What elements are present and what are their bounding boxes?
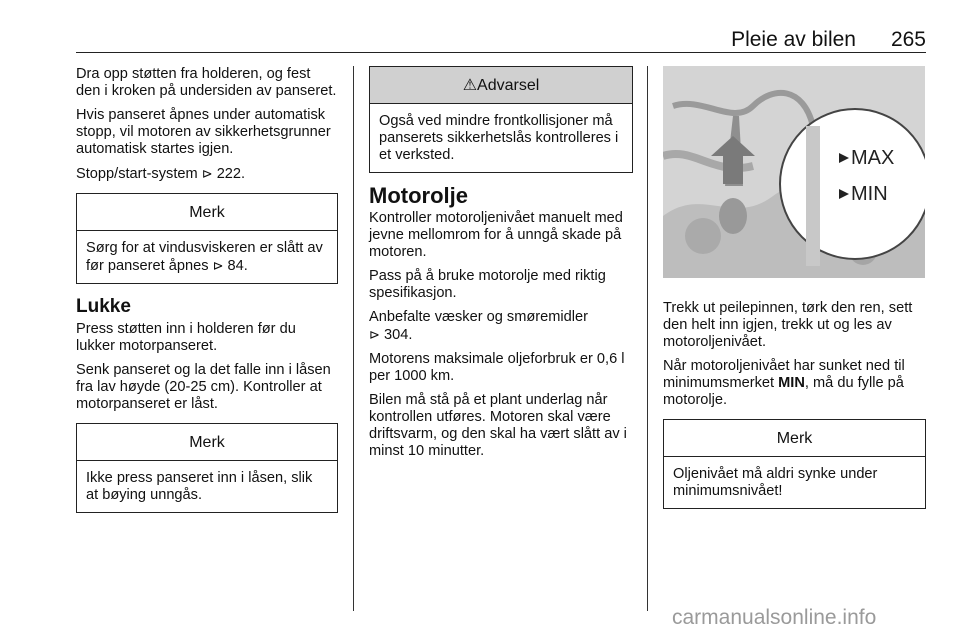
note-title: Merk bbox=[77, 194, 337, 231]
paragraph: Trekk ut peilepinnen, tørk den ren, sett den helt inn igjen, trekk ut og les av motoroljenivået. bbox=[663, 300, 913, 350]
dipstick-illustration bbox=[663, 66, 925, 278]
paragraph: Stopp/start-system ⊳ 222. bbox=[76, 166, 246, 182]
header-rule bbox=[76, 52, 926, 53]
page-ref-icon: ⊳ bbox=[201, 166, 213, 181]
min-mark-text: MIN bbox=[778, 375, 805, 391]
paragraph: Motorens maksimale oljeforbruk er 0,6 l per 1000 km. bbox=[369, 351, 625, 384]
paragraph: Når motoroljenivået har sunket ned til minimumsmerket MIN, må du fylle på motorolje. bbox=[663, 358, 905, 408]
paragraph: Senk panseret og la det falle inn i låsen fra lav høyde (20-25 cm). Kontroller at motorpanseret er låst. bbox=[76, 362, 331, 412]
dipstick-illustration-svg bbox=[663, 66, 925, 278]
section-heading: Lukke bbox=[76, 296, 131, 317]
column-divider bbox=[353, 66, 354, 611]
warning-icon: ⚠ bbox=[462, 77, 478, 94]
paragraph: Dra opp støtten fra holderen, og fest den i kroken på undersiden av panseret. bbox=[76, 66, 337, 99]
warning-box bbox=[369, 66, 633, 173]
paragraph: Press støtten inn i holderen før du lukker motorpanseret. bbox=[76, 321, 296, 354]
page-reference: 84. bbox=[227, 258, 248, 274]
max-label: MAX bbox=[851, 147, 895, 169]
note-text: Ikke press panseret inn i låsen, slik at bøying unngås. bbox=[86, 470, 313, 503]
paragraph: Bilen må stå på et plant underlag når kontrollen utføres. Motoren skal være driftsvarm, og den skal ha vært slått av i minst 10 minutter. bbox=[369, 392, 627, 459]
note-title: Merk bbox=[664, 420, 925, 457]
page-reference: 222. bbox=[216, 166, 246, 182]
page-ref-icon: ⊳ bbox=[212, 258, 224, 273]
paragraph: Pass på å bruke motorolje med riktig spesifikasjon. bbox=[369, 268, 606, 301]
column-divider bbox=[647, 66, 648, 611]
note-title: Merk bbox=[77, 424, 337, 461]
note-box bbox=[663, 419, 926, 509]
warning-title: ⚠Advarsel bbox=[370, 67, 632, 104]
column-2 bbox=[369, 66, 633, 467]
paragraph: Kontroller motoroljenivået manuelt med jevne mellomrom for å unngå skade på motoren. bbox=[369, 210, 623, 260]
page-header bbox=[76, 24, 926, 52]
warning-text: Også ved mindre frontkollisjoner må panserets sikkerhetslås kontrolleres i et verksted. bbox=[379, 113, 619, 163]
paragraph: Hvis panseret åpnes under automatisk stopp, vil motoren av sikkerhetsgrunner automatisk startes igjen. bbox=[76, 107, 331, 157]
min-label: MIN bbox=[851, 183, 888, 205]
page-ref-icon: ⊳ bbox=[369, 327, 380, 342]
note-box bbox=[76, 423, 338, 513]
note-box bbox=[76, 193, 338, 284]
page-number: 265 bbox=[890, 28, 926, 51]
section-heading: Motorolje bbox=[369, 183, 468, 208]
page-title: Pleie av bilen bbox=[731, 28, 856, 51]
watermark: carmanualsonline.info bbox=[672, 606, 877, 629]
column-1 bbox=[76, 66, 338, 527]
column-3 bbox=[663, 300, 926, 523]
note-text: Sørg for at vindusviskeren er slått av før panseret åpnes ⊳ 84. bbox=[86, 240, 323, 274]
paragraph: Anbefalte væsker og smøremidler ⊳ 304. bbox=[369, 309, 588, 343]
page-reference: 304. bbox=[383, 327, 413, 343]
note-text: Oljenivået må aldri synke under minimumsnivået! bbox=[673, 466, 878, 499]
